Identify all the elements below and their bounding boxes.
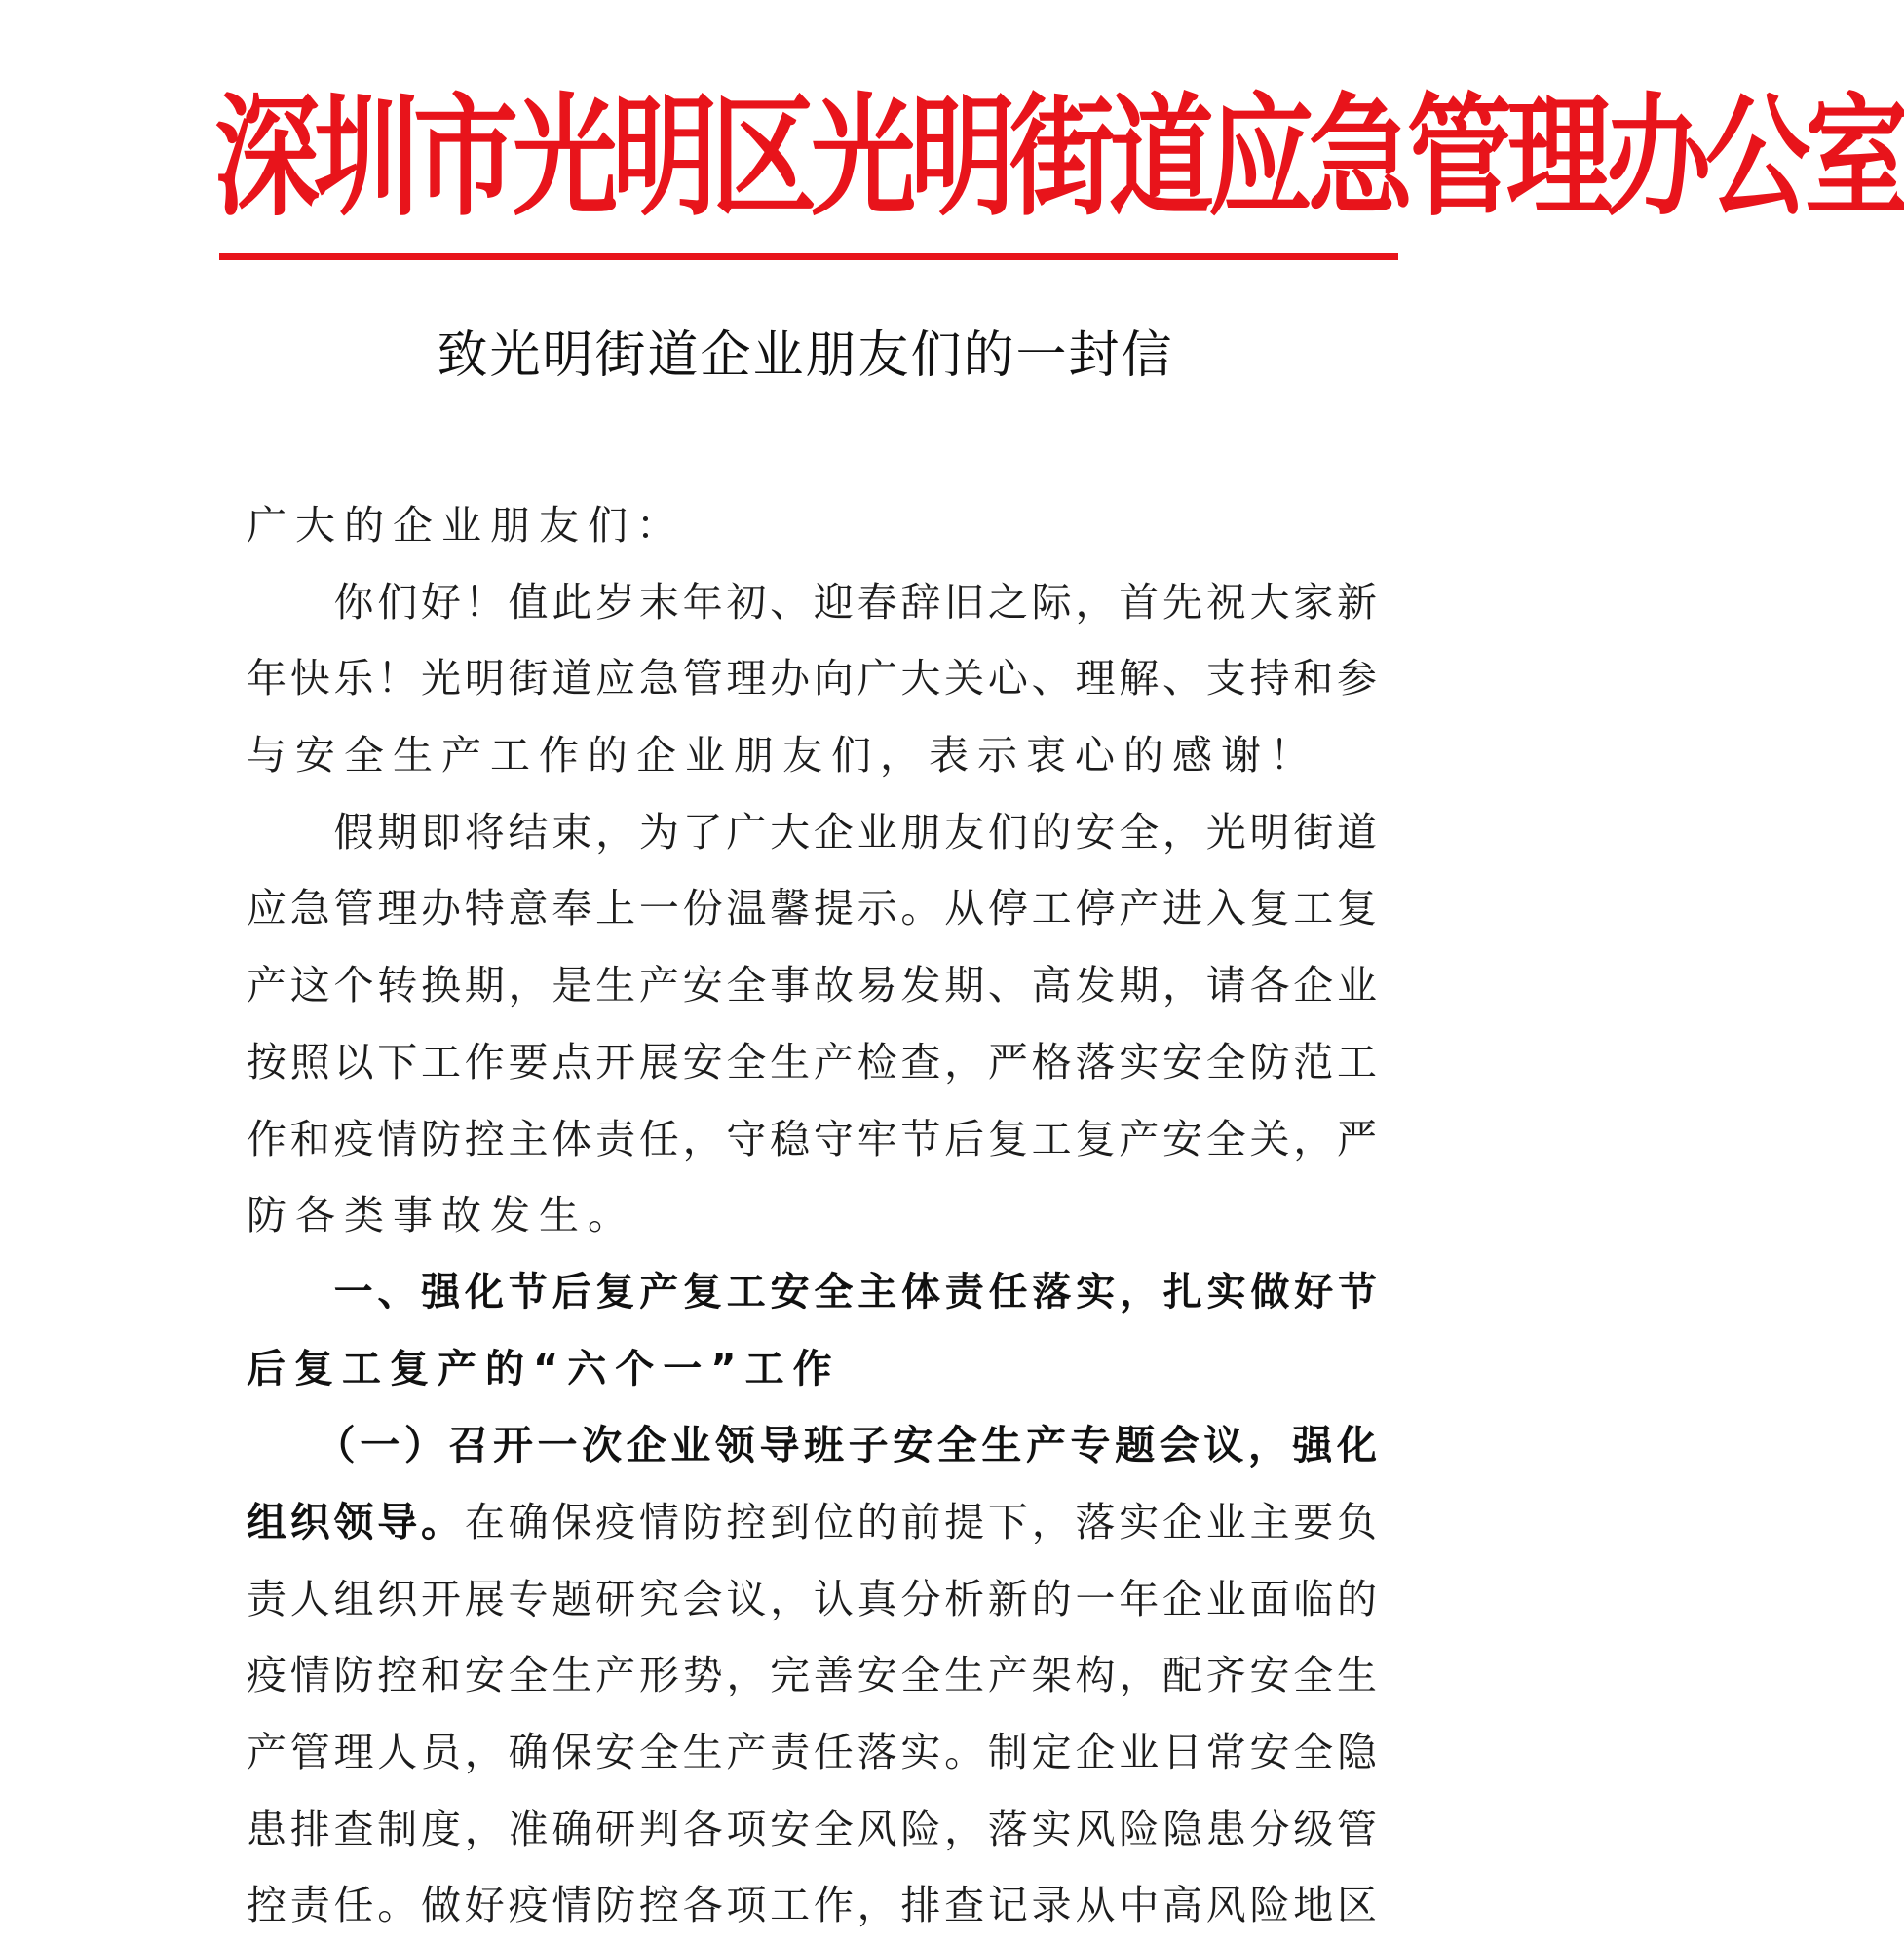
letterhead-red-rule [219,253,1398,260]
letterhead [214,82,1904,251]
paragraph-line: 疫情防控和安全生产形势，完善安全生产架构，配齐安全生 [247,1652,1377,1699]
paragraph-line: 作和疫情防控主体责任，守稳守牢节后复工复产安全关，严 [247,1115,1377,1163]
paragraph-line: 假期即将结束，为了广大企业朋友们的安全，光明街道 [247,808,1377,856]
paragraph-text: 在确保疫情防控到位的前提下，落实企业主要负 [464,1498,1378,1545]
paragraph-line: 你们好！值此岁末年初、迎春辞旧之际，首先祝大家新 [247,578,1377,626]
document-title: 致光明街道企业朋友们的一封信 [437,326,1174,385]
salutation: 广大的企业朋友们： [247,502,685,549]
paragraph-line: 与安全生产工作的企业朋友们，表示衷心的感谢！ [247,732,1318,780]
paragraph-line: 责人组织开展专题研究会议，认真分析新的一年企业面临的 [247,1575,1377,1622]
letter-body [247,487,1377,1944]
paragraph-line: 按照以下工作要点开展安全生产检查，严格落实安全防范工 [247,1038,1377,1086]
section-heading-line: 后复工复产的“六个一”工作 [247,1346,841,1391]
paragraph-line: 年快乐！光明街道应急管理办向广大关心、理解、支持和参 [247,655,1377,703]
paragraph-line: 防各类事故发生。 [247,1192,636,1239]
letterhead-title: 深圳市光明区光明街道应急管理办公室 [214,82,1904,235]
paragraph-line-mixed [247,1484,1377,1561]
subsection-heading-line: （一）召开一次企业领导班子安全生产专题会议，强化 [247,1422,1377,1469]
paragraph-line: 控责任。做好疫情防控各项工作，排查记录从中高风险地区 [247,1882,1377,1929]
subsection-heading-end: 组织领导。 [247,1498,465,1545]
paragraph-line: 产管理人员，确保安全生产责任落实。制定企业日常安全隐 [247,1729,1377,1775]
section-heading-line: 一、强化节后复产复工安全主体责任落实，扎实做好节 [247,1269,1377,1315]
paragraph-line: 产这个转换期，是生产安全事故易发期、高发期，请各企业 [247,962,1377,1010]
paragraph-line: 应急管理办特意奉上一份温馨提示。从停工停产进入复工复 [247,885,1377,933]
paragraph-line: 患排查制度，准确研判各项安全风险，落实风险隐患分级管 [247,1805,1377,1852]
